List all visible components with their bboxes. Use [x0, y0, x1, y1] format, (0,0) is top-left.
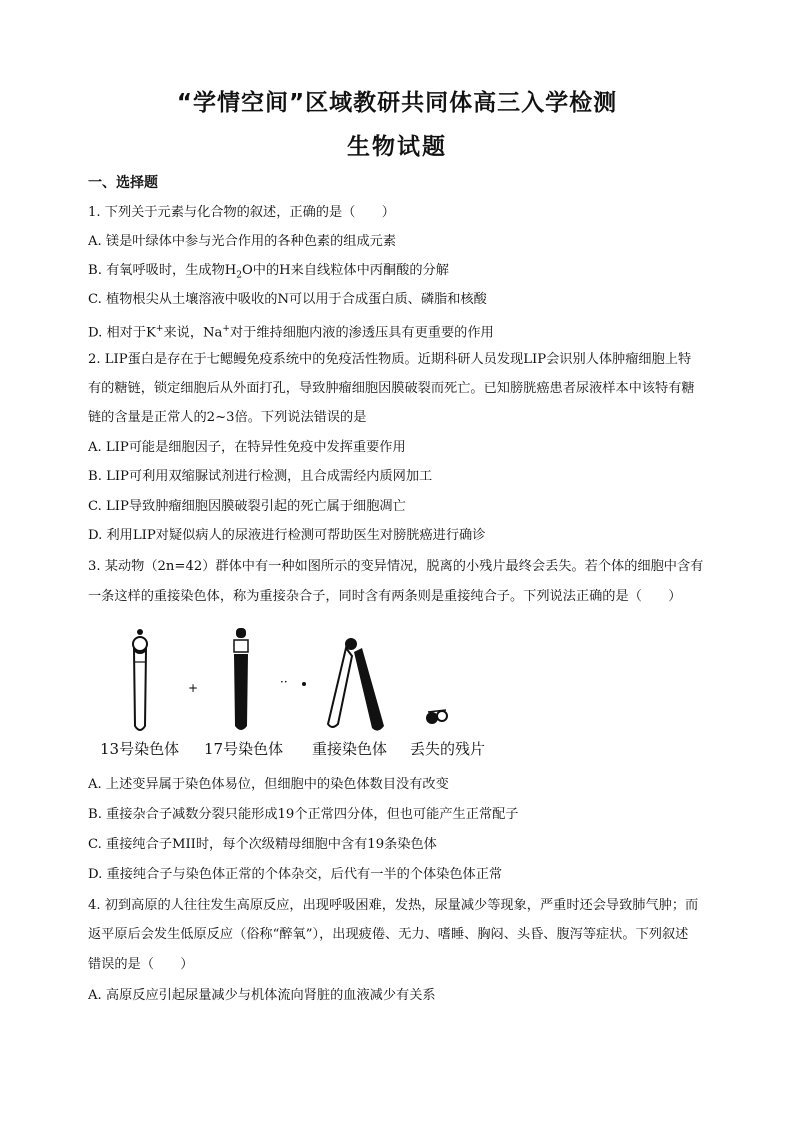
q1-option-c: C. 植物根尖从土壤溶液中吸收的N可以用于合成蛋白质、磷脂和核酸: [88, 292, 487, 307]
chromosome-17-icon: [234, 628, 248, 730]
q4-stem-line-1: 4. 初到高原的人往往发生高原反应，出现呼吸困难，发热，尿量减少等现象，严重时还会导致肺气肿；而: [88, 898, 699, 913]
q4-stem-line-3: 错误的是（ ）: [88, 957, 194, 972]
q1-b-subscript: 2: [236, 270, 242, 281]
figure-label-chromosome-13: 13号染色体: [100, 740, 180, 758]
chromosome-13-icon: [133, 629, 147, 730]
q1-d-text-2: 来说，Na: [163, 325, 223, 341]
q2-stem-line-1: 2. LIP蛋白是存在于七鳃鳗免疫系统中的免疫活性物质。近期科研人员发现LIP会识别人体肿瘤细胞上特: [88, 352, 692, 367]
q1-d-sup-1: +: [155, 324, 164, 334]
q1-option-a: A. 镁是叶绿体中参与光合作用的各种色素的组成元素: [88, 234, 397, 249]
fused-chromosome-icon: [328, 638, 384, 731]
q3-option-b: B. 重接杂合子减数分裂只能形成19个正常四分体，但也可能产生正常配子: [88, 807, 519, 822]
section-heading: 一、选择题: [88, 175, 158, 191]
q3-option-a: A. 上述变异属于染色体易位，但细胞中的染色体数目没有改变: [88, 777, 449, 792]
plus-sign-icon: +: [188, 681, 199, 695]
q3-option-d: D. 重接纯合子与染色体正常的个体杂交，后代有一半的个体染色体正常: [88, 867, 503, 882]
q4-option-a: A. 高原反应引起尿量减少与机体流向肾脏的血液减少有关系: [88, 988, 436, 1003]
q3-stem-line-2: 一条这样的重接染色体，称为重接杂合子，同时含有两条则是重接纯合子。下列说法正确的是（ ）: [88, 589, 682, 604]
figure-label-fused-chromosome: 重接染色体: [312, 740, 388, 758]
q1-b-text-2: O中的H来自线粒体中丙酮酸的分解: [242, 263, 449, 278]
figure-label-lost-fragment: 丢失的残片: [410, 740, 486, 758]
q1-option-b: [88, 262, 708, 285]
q2-option-c: C. LIP导致肿瘤细胞因膜破裂引起的死亡属于细胞凋亡: [88, 499, 406, 514]
q1-stem: 1. 下列关于元素与化合物的叙述，正确的是（ ）: [88, 205, 395, 220]
arrow-dots-icon: ··: [280, 675, 288, 689]
q1-d-text-3: 对于维持细胞内液的渗透压具有更重要的作用: [229, 325, 494, 341]
exam-subtitle: 生物试题: [347, 134, 447, 160]
q1-d-text-1: D. 相对于K: [88, 325, 156, 341]
q1-d-sup-2: +: [222, 324, 230, 334]
q2-stem-line-2: 有的糖链，锁定细胞后从外面打孔，导致肿瘤细胞因膜破裂而死亡。已知膀胱癌患者尿液样本中该特有糖: [88, 381, 695, 396]
q3-stem-line-1: 3. 某动物（2n=42）群体中有一种如图所示的变异情况，脱离的小残片最终会丢失。若个体的细胞中含有: [88, 559, 704, 574]
exam-title: “学情空间”区域教研共同体高三入学检测: [176, 90, 618, 116]
arrow-dot-icon: [302, 682, 306, 686]
lost-fragment-icon: [426, 710, 447, 724]
q1-option-d: [88, 320, 708, 342]
q2-option-b: B. LIP可利用双缩脲试剂进行检测，且合成需经内质网加工: [88, 469, 433, 484]
q3-option-c: C. 重接纯合子MII时，每个次级精母细胞中含有19条染色体: [88, 837, 437, 852]
q2-option-a: A. LIP可能是细胞因子，在特异性免疫中发挥重要作用: [88, 440, 406, 455]
figure-label-chromosome-17: 17号染色体: [204, 740, 284, 758]
q4-stem-line-2: 返平原后会发生低原反应（俗称“醉氧”），出现疲倦、无力、嗜睡、胸闷、头昏、腹泻等症状。下列叙述: [88, 927, 689, 942]
q2-option-d: D. 利用LIP对疑似病人的尿液进行检测可帮助医生对膀胱癌进行确诊: [88, 528, 486, 543]
q1-b-text-1: B. 有氧呼吸时，生成物H: [88, 263, 237, 278]
q2-stem-line-3: 链的含量是正常人的2~3倍。下列说法错误的是: [88, 410, 367, 425]
